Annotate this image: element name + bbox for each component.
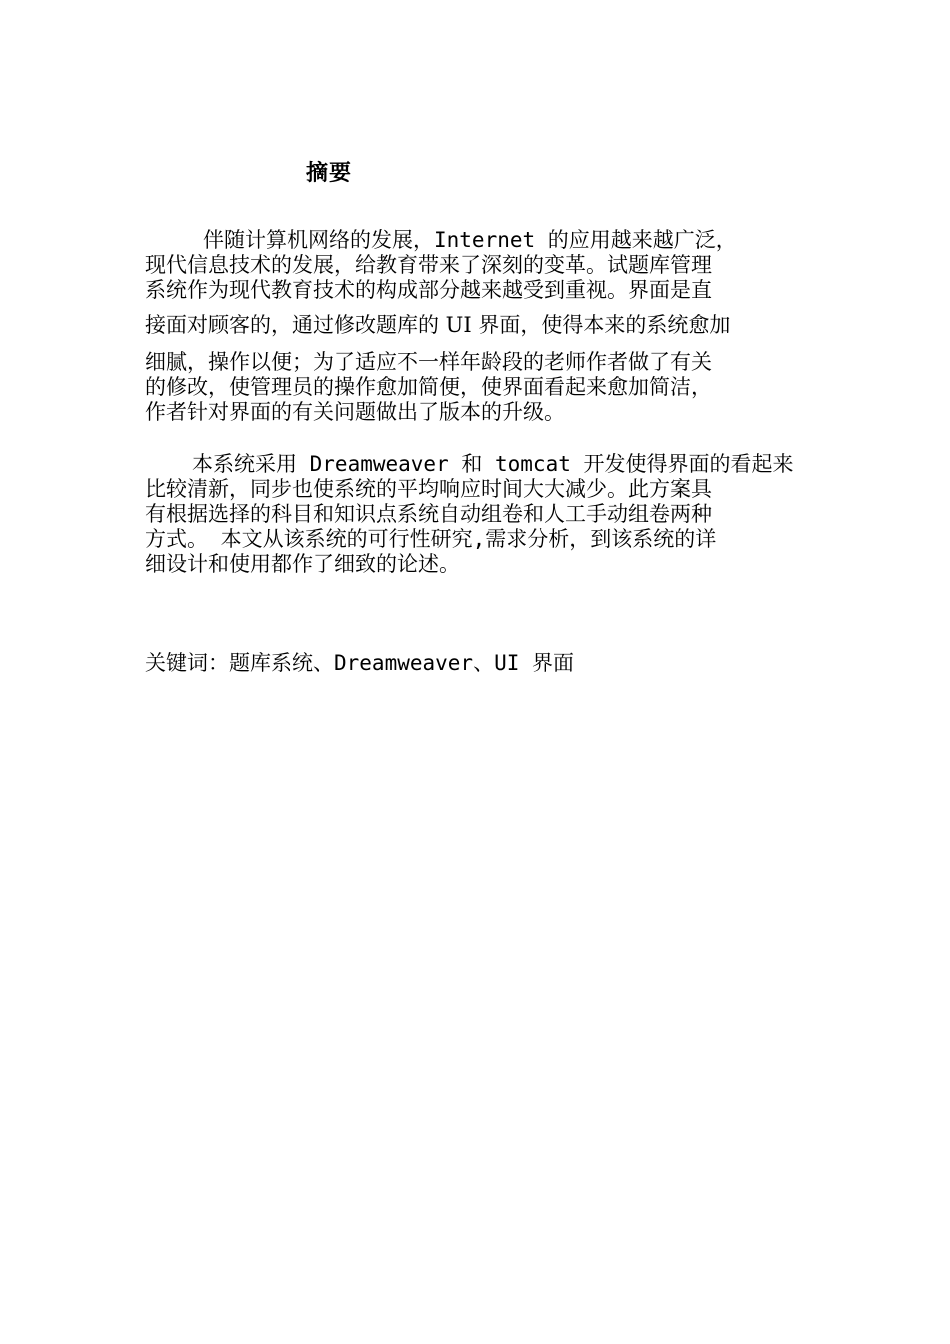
paragraph-line: 细腻，操作以便；为了适应不一样年龄段的老师作者做了有关 (145, 350, 712, 374)
paragraph-line: 接面对顾客的，通过修改题库的 UI 界面，使得本来的系统愈加 (145, 313, 731, 337)
paragraph-line: 本系统采用 Dreamweaver 和 tomcat 开发使得界面的看起来 (192, 452, 794, 476)
keywords-line: 关键词：题库系统、Dreamweaver、UI 界面 (145, 651, 575, 675)
paragraph-line: 有根据选择的科目和知识点系统自动组卷和人工手动组卷两种 (145, 502, 712, 526)
paragraph-line: 比较清新，同步也使系统的平均响应时间大大减少。此方案具 (145, 477, 712, 501)
paragraph-line: 现代信息技术的发展，给教育带来了深刻的变革。试题库管理 (145, 253, 712, 277)
paragraph-line: 作者针对界面的有关问题做出了版本的升级。 (145, 400, 565, 424)
paragraph-line: 细设计和使用都作了细致的论述。 (145, 552, 460, 576)
paragraph-line: 方式。 本文从该系统的可行性研究,需求分析，到该系统的详 (145, 527, 717, 551)
abstract-title: 摘要 (306, 161, 353, 186)
paragraph-line: 系统作为现代教育技术的构成部分越来越受到重视。界面是直 (145, 278, 712, 302)
paragraph-line: 的修改，使管理员的操作愈加简便，使界面看起来愈加简洁， (145, 375, 712, 399)
paragraph-line: 伴随计算机网络的发展，Internet 的应用越来越广泛， (203, 228, 737, 252)
